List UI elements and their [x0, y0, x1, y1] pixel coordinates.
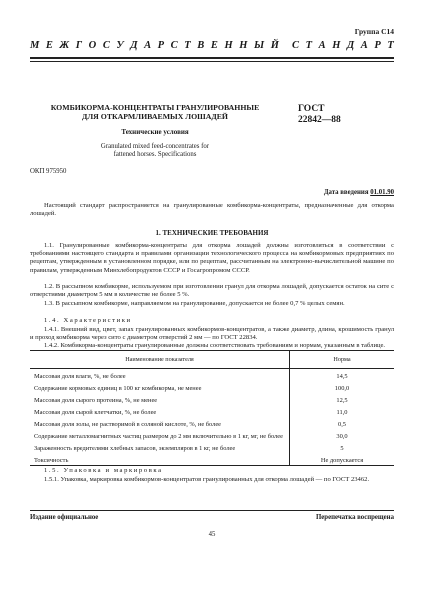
table-row: [30, 429, 394, 441]
banner-letter: Й: [270, 40, 279, 51]
banner-letter: С: [170, 40, 178, 51]
table-row: [30, 417, 394, 429]
intro-date-value: 01.01.90: [370, 189, 394, 196]
table-row: [30, 393, 394, 405]
norm-cell: 12,5: [336, 396, 348, 404]
intro-date-label: Дата введения: [323, 189, 369, 196]
column-header-norm: Норма: [290, 351, 395, 369]
table-row: [30, 381, 394, 393]
banner-letter: О: [88, 40, 97, 51]
indicator-cell: Содержание металломагнитных частиц размером до 2 мм включительно в 1 кг, мг, не более: [30, 429, 290, 441]
norms-table: [30, 350, 394, 466]
title-line-1: КОМБИКОРМА-КОНЦЕНТРАТЫ ГРАНУЛИРОВАННЫЕ: [50, 103, 260, 112]
banner-letter: Н: [224, 40, 233, 51]
norm-cell: Не допускается: [290, 453, 395, 466]
banner-letter: С: [292, 40, 300, 51]
banner-letter: У: [116, 40, 124, 51]
page-number: 45: [208, 531, 216, 538]
table-row: [30, 441, 394, 453]
banner-letter: М: [30, 40, 40, 51]
banner-letter: А: [144, 40, 152, 51]
header-rule-bottom: [30, 61, 394, 62]
footer-rule: [30, 510, 394, 511]
clause-1-5-1: 1.5.1. Упаковка, маркировка комбикормов-концентратов гранулированных для откорма лошадей — по ГОСТ 23462.: [44, 476, 370, 483]
clause-1-2: 1.2. В рассыпном комбикорме, используемом при изготовлении гранул для откорма лошадей, допускается остаток на сите с отверстиями диаметром 5 мм в количестве не более 5 %.: [30, 283, 394, 299]
banner-letter: Р: [157, 40, 165, 51]
norm-cell: 11,0: [336, 408, 348, 416]
table-header-row: [30, 351, 394, 369]
norm-cell: 30,0: [336, 432, 348, 440]
banner-letter: Н: [332, 40, 341, 51]
indicator-cell: Массовая доля сырой клетчатки, %, не более: [30, 405, 290, 417]
okp-code: ОКП 975950: [30, 168, 67, 175]
clause-1-1: 1.1. Гранулированные комбикорма-концентраты для откорма лошадей должны изготовляться в соответствии с требованиями настоящего стандарта и правилами организации технологического процесса на комбикормовых предприятиях по рецептам, утвержденным в установленном порядке, или по рецептам, рассчитанным на электронно-вычислительной машине по правилам, утвержденным Минхлебопродуктов СССР и Госагропромом СССР.: [30, 242, 394, 274]
indicator-cell: Массовая доля влаги, %, не более: [30, 369, 290, 382]
banner-letter: Р: [374, 40, 381, 51]
banner-letter: Н: [239, 40, 248, 51]
banner-letter: Г: [75, 40, 83, 51]
banner-letter: Д: [130, 40, 138, 51]
clause-1-3: 1.3. В рассыпном комбикорме, направляемом на гранулирование, допускается не более 0,7 % целых семян.: [44, 300, 345, 307]
table-row: [30, 453, 394, 466]
banner-letter: А: [360, 40, 368, 51]
banner-letter: Е: [210, 40, 218, 51]
group-code: Группа С14: [354, 27, 394, 36]
gost-label: ГОСТ: [298, 104, 325, 114]
english-title-line-1: Granulated mixed feed-concentrates for: [100, 143, 210, 150]
indicator-cell: Массовая доля золы, не растворимой в соляной кислоте, %, не более: [30, 417, 290, 429]
banner-letter: Т: [184, 40, 191, 51]
indicator-cell: Массовая доля сырого протеина, %, не менее: [30, 393, 290, 405]
norm-cell: 0,5: [338, 420, 346, 428]
banner-letter: Ы: [253, 40, 265, 51]
document-subtitle: Технические условия: [121, 128, 189, 136]
gost-number: 22842—88: [298, 115, 341, 125]
introduction-date: [324, 189, 394, 196]
indicator-cell: Токсичность: [30, 453, 290, 466]
clause-1-5: 1.5. Упаковка и маркировка: [44, 467, 163, 474]
table-row: [30, 369, 394, 382]
norm-cell: 5: [340, 444, 344, 452]
banner-letter: Ж: [59, 40, 70, 51]
clause-1-4-2: 1.4.2. Комбикорма-концентраты гранулированные должны соответствовать требованиям и нормам, указанным в таблице.: [44, 342, 386, 349]
header-rule-top: [30, 57, 394, 59]
banner-letter: Д: [346, 40, 355, 51]
clause-1-4-1: 1.4.1. Внешний вид, цвет, запах гранулированных комбикормов-концентратов, а также диаметр, длина, крошимость гранул и проход комбикорма через сито с диаметром отверстий 2 мм — по ГОСТ 22834.: [30, 326, 394, 342]
reprint-prohibited-note: Перепечатка воспрещена: [316, 514, 394, 521]
norm-cell: 14,5: [336, 372, 348, 380]
document-title: [30, 103, 280, 121]
banner-letter: Т: [387, 40, 394, 51]
interstate-standard-banner: [30, 40, 394, 51]
banner-letter: А: [318, 40, 326, 51]
section-title: 1. ТЕХНИЧЕСКИЕ ТРЕБОВАНИЯ: [155, 229, 269, 237]
banner-letter: Т: [305, 40, 313, 51]
banner-letter: С: [102, 40, 110, 51]
english-title: [30, 143, 280, 159]
indicator-cell: Зараженность вредителями хлебных запасов, экземпляров в 1 кг, не более: [30, 441, 290, 453]
gost-designation: [298, 104, 341, 126]
column-header-indicator: Наименование показателя: [30, 351, 290, 369]
banner-letter: В: [197, 40, 205, 51]
official-edition-note: Издание официальное: [30, 514, 99, 521]
indicator-cell: Содержание кормовых единиц в 100 кг комбикорма, не менее: [30, 381, 290, 393]
english-title-line-2: fattened horses. Specifications: [113, 151, 197, 158]
table-row: [30, 405, 394, 417]
title-line-2: ДЛЯ ОТКАРМЛИВАЕМЫХ ЛОШАДЕЙ: [82, 112, 228, 121]
intro-paragraph: Настоящий стандарт распространяется на гранулированные комбикорма-концентраты, предназначенные для откорма лошадей.: [30, 202, 394, 218]
norm-cell: 100,0: [334, 384, 350, 392]
banner-letter: Е: [45, 40, 53, 51]
clause-1-4: 1.4. Характеристики: [44, 317, 132, 324]
